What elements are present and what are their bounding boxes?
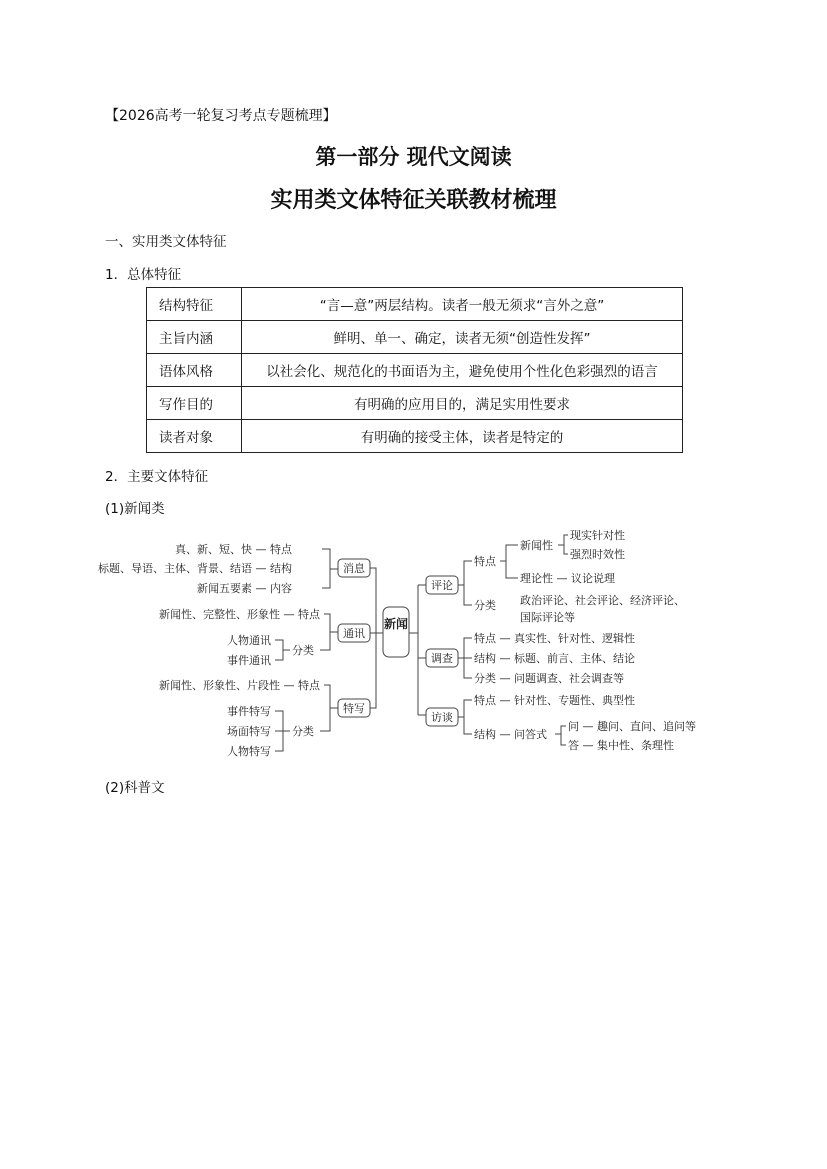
mindmap-text: 特点 — 真实性、针对性、逻辑性 [474,632,635,645]
subsection-heading: (2)科普文 [105,780,165,796]
subsection-heading: (1)新闻类 [105,501,165,517]
table-value: “言—意”两层结构。读者一般无须求“言外之意” [242,288,683,321]
mindmap-text: 理论性 — 议论说理 [520,572,615,585]
node-texie: 特写 [343,702,365,715]
mindmap-text: 标题、导语、主体、背景、结语 — 结构 [98,562,292,575]
node-tongxun: 通讯 [343,627,365,640]
mindmap-text: 新闻性 [520,539,553,552]
mindmap-text: 分类 — 问题调查、社会调查等 [474,672,624,685]
mindmap-text: 现实针对性 [570,529,625,542]
mindmap-text: 人物特写 [227,745,271,758]
table-key: 读者对象 [147,420,242,453]
table-row [147,288,683,321]
table-row [147,420,683,453]
mindmap-text: 事件特写 [227,705,271,718]
subsection-heading: 1．总体特征 [105,267,182,283]
mindmap-text: 新闻五要素 — 内容 [197,582,292,595]
table-value: 有明确的接受主体，读者是特定的 [242,420,683,453]
node-pinglun: 评论 [431,579,453,592]
mindmap-text: 新闻性、完整性、形象性 — 特点 [159,608,320,621]
mindmap-text: 新闻性、形象性、片段性 — 特点 [159,679,320,692]
mindmap-text: 国际评论等 [520,611,575,624]
mindmap-text: 问 — 趣问、直问、追问等 [568,720,696,733]
node-fangtan: 访谈 [431,711,453,724]
section-heading: 一、实用类文体特征 [105,234,227,250]
table-value: 鲜明、单一、确定，读者无须“创造性发挥” [242,321,683,354]
node-xiaoxi: 消息 [343,562,365,575]
mindmap-text: 事件通讯 [227,654,271,667]
features-table [146,287,683,453]
table-value: 有明确的应用目的，满足实用性要求 [242,387,683,420]
mindmap-text: 分类 [292,725,314,738]
mindmap-text: 答 — 集中性、条理性 [568,739,674,752]
table-row [147,321,683,354]
table-row [147,354,683,387]
header-tag: 【2026高考一轮复习考点专题梳理】 [105,108,337,124]
mindmap-text: 特点 — 针对性、专题性、典型性 [474,694,635,707]
table-key: 写作目的 [147,387,242,420]
node-center: 新闻 [383,617,409,631]
mindmap-text: 场面特写 [227,725,271,738]
news-mindmap [98,523,710,768]
subsection-heading: 2．主要文体特征 [105,469,209,485]
mindmap-text: 分类 [474,599,496,612]
mindmap-text: 分类 [292,644,314,657]
mindmap-text: 结构 — 问答式 [474,728,547,741]
mindmap-text: 政治评论、社会评论、经济评论、 [520,594,685,607]
table-row [147,387,683,420]
table-key: 结构特征 [147,288,242,321]
page-title: 实用类文体特征关联教材梳理 [270,187,557,213]
table-key: 主旨内涵 [147,321,242,354]
mindmap-text: 强烈时效性 [570,548,625,561]
mindmap-text: 结构 — 标题、前言、主体、结论 [474,652,635,665]
table-key: 语体风格 [147,354,242,387]
part-title: 第一部分 现代文阅读 [315,144,512,169]
table-value: 以社会化、规范化的书面语为主，避免使用个性化色彩强烈的语言 [242,354,683,387]
node-diaocha: 调查 [431,652,453,665]
mindmap-text: 特点 [474,555,496,568]
mindmap-text: 人物通讯 [227,634,271,647]
mindmap-text: 真、新、短、快 — 特点 [175,543,292,556]
